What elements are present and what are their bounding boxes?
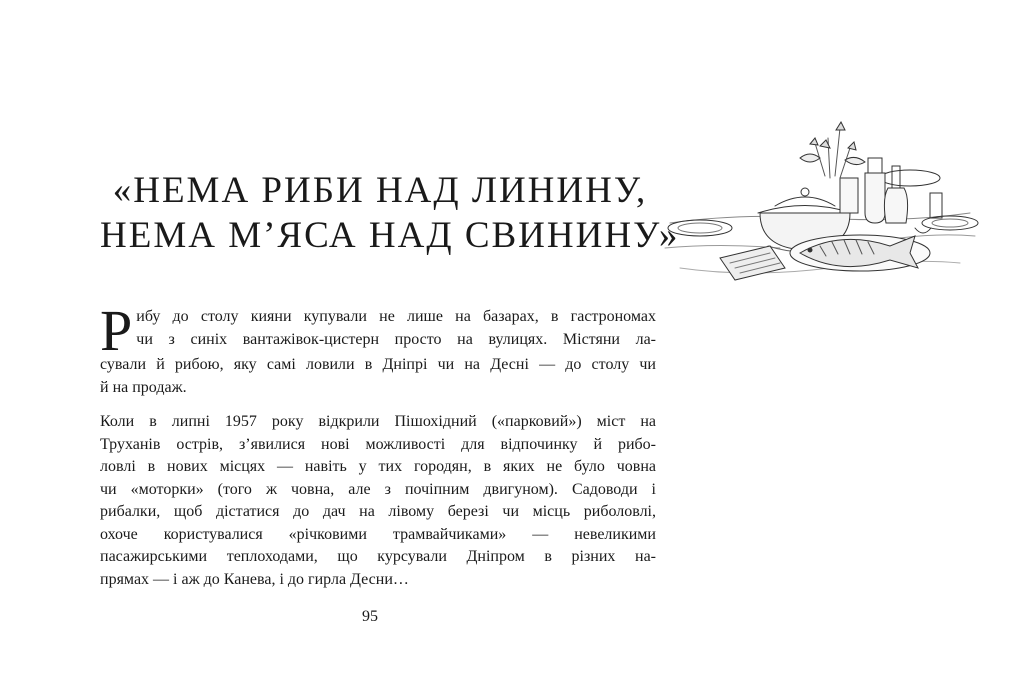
paragraph-line: чи з синіх вантажівок-цистерн просто на вулицях. Містяни ла- xyxy=(136,330,656,348)
paragraph-line: прямах — і аж до Канева, і до гирла Десни… xyxy=(100,570,409,588)
chapter-title xyxy=(100,168,680,258)
paragraph-line: Труханів острів, з’явилися нові можливості для відпочинку й рибо- xyxy=(100,435,656,453)
page-number: 95 xyxy=(362,608,378,625)
paragraph-line: Коли в липні 1957 року відкрили Пішохідний («парковий») міст на xyxy=(100,413,656,430)
paragraph-1 xyxy=(100,298,656,399)
paragraph-line: чи «моторки» (того ж човна, але з почіпним двигуном). Садоводи і xyxy=(100,480,656,498)
paragraph-line: охоче користувалися «річковими трамвайчиками» — невеликими xyxy=(100,525,656,543)
paragraph-line: сували й рибою, яку самі ловили в Дніпрі чи на Десні — до столу чи xyxy=(100,356,656,373)
paragraph-line: й на продаж. xyxy=(100,378,187,396)
chapter-title-line-2: НЕМА М’ЯСА НАД СВИНИНУ» xyxy=(100,215,680,256)
chapter-title-line-1: «НЕМА РИБИ НАД ЛИНИНУ, xyxy=(112,170,648,211)
paragraph-2 xyxy=(100,411,656,591)
drop-cap: Р xyxy=(100,298,133,363)
table-setting-illustration xyxy=(660,118,980,298)
paragraph-line: рибалки, щоб дістатися до дач на лівому березі чи місць риболовлі, xyxy=(100,503,656,520)
paragraph-line: ибу до столу кияни купували не лише на базарах, в гастрономах xyxy=(136,308,656,325)
paragraph-line: пасажирськими теплоходами, що курсували Дніпром в різних на- xyxy=(100,548,656,565)
paragraph-line: ловлі в нових місцях — навіть у тих городян, в яких не було човна xyxy=(100,458,656,475)
